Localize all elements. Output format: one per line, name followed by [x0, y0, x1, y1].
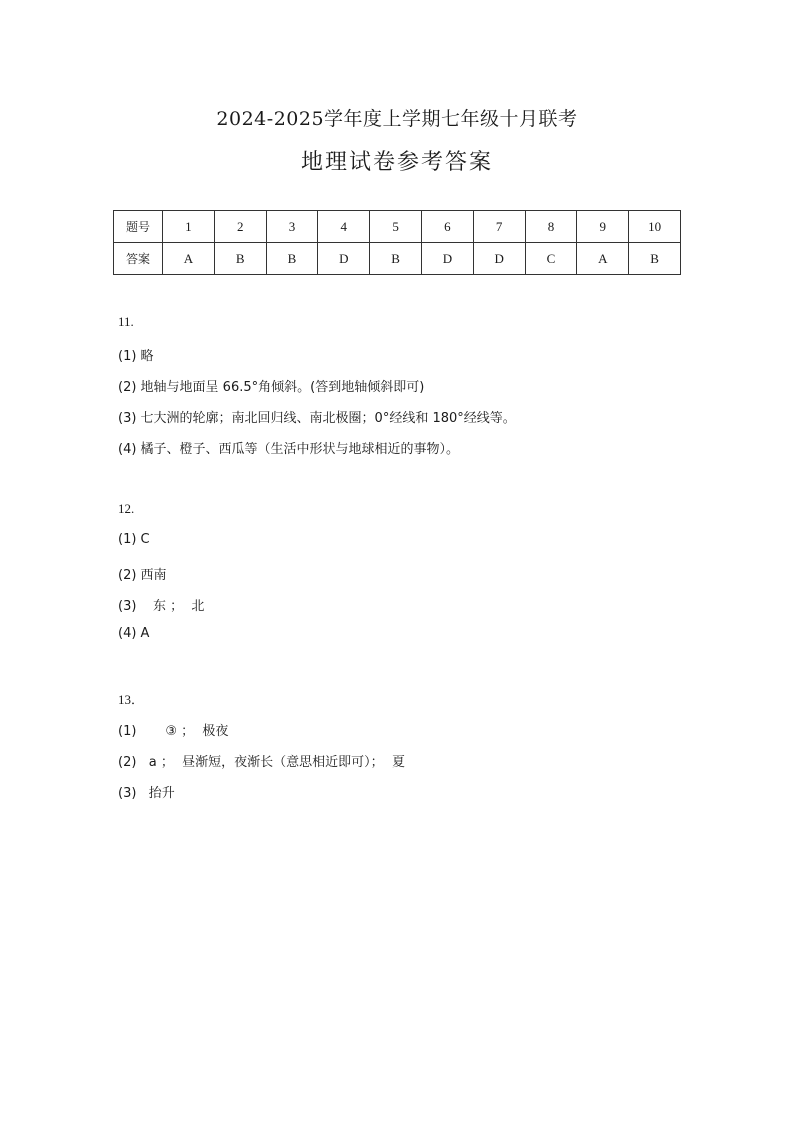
question-12-answer-3: (3) 东 ； 北 [118, 599, 205, 614]
table-cell: A [577, 243, 629, 275]
table-cell: 6 [421, 211, 473, 243]
row-label-answer: 答案 [114, 243, 163, 275]
question-11-answer-2: (2) 地轴与地面呈 66.5°角倾斜。(答到地轴倾斜即可) [118, 380, 425, 395]
question-13-answer-1: (1) ③ ； 极夜 [118, 724, 229, 739]
table-cell: B [370, 243, 422, 275]
question-13-answer-2: (2) a ； 昼渐短，夜渐长（意思相近即可）； 夏 [118, 755, 405, 770]
question-12-label: 12. [118, 501, 135, 516]
table-cell: 4 [318, 211, 370, 243]
table-cell: 3 [266, 211, 318, 243]
question-13-label: 13． [118, 692, 145, 707]
answer-row [114, 243, 681, 275]
answer-table [113, 210, 681, 275]
question-11-answer-1: (1) 略 [118, 349, 154, 364]
question-11-label: 11. [118, 314, 134, 329]
table-cell: 2 [214, 211, 266, 243]
table-cell: A [163, 243, 215, 275]
question-number-row [114, 211, 681, 243]
table-cell: B [214, 243, 266, 275]
table-cell: 5 [370, 211, 422, 243]
question-12-answer-1: (1) C [118, 532, 150, 547]
question-12-answer-2: (2) 西南 [118, 568, 167, 583]
question-11-answer-3: (3) 七大洲的轮廓；南北回归线、南北极圈；0°经线和 180°经线等。 [118, 411, 516, 426]
table-cell: B [266, 243, 318, 275]
table-cell: C [525, 243, 577, 275]
table-cell: D [318, 243, 370, 275]
row-label-question-number: 题号 [114, 211, 163, 243]
table-cell: B [629, 243, 681, 275]
table-cell: 7 [473, 211, 525, 243]
table-cell: 1 [163, 211, 215, 243]
answer-key-title: 地理试卷参考答案 [300, 150, 493, 175]
table-cell: 8 [525, 211, 577, 243]
table-cell: D [473, 243, 525, 275]
table-cell: 9 [577, 211, 629, 243]
table-cell: D [421, 243, 473, 275]
question-12-answer-4: (4) A [118, 626, 150, 641]
question-11-answer-4: (4) 橘子、橙子、西瓜等（生活中形状与地球相近的事物）。 [118, 442, 460, 457]
question-13-answer-3: (3) 抬升 [118, 786, 175, 801]
exam-title: 2024-2025学年度上学期七年级十月联考 [216, 108, 578, 130]
table-cell: 10 [629, 211, 681, 243]
